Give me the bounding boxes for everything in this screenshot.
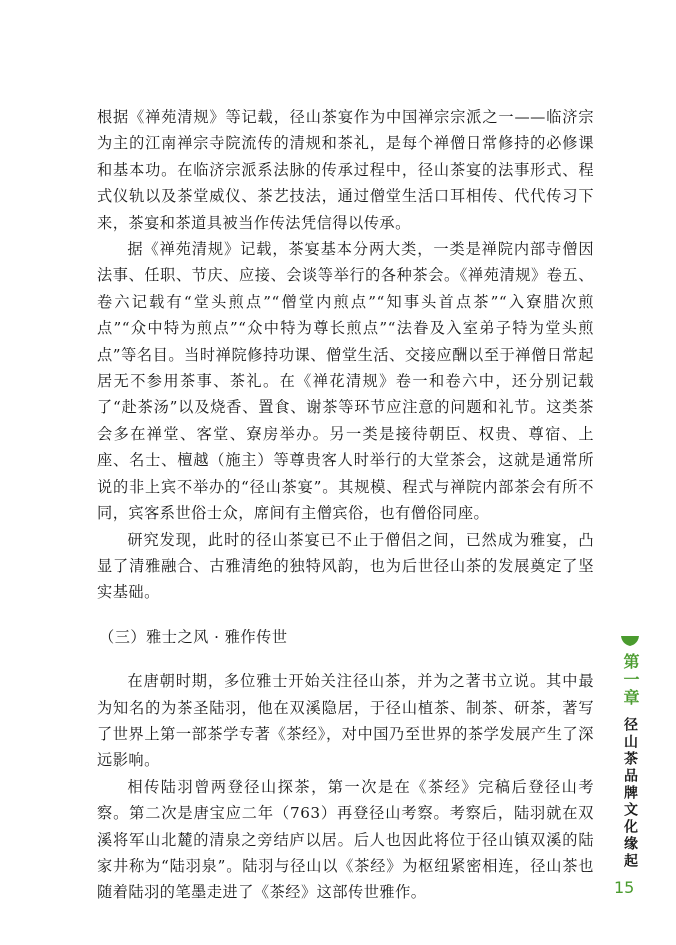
paragraph-1: 根据《禅苑清规》等记载，径山茶宴作为中国禅宗宗派之一——临济宗为主的江南禅宗寺院流传的清规和茶礼，是每个禅僧日常修持的必修课和基本功。在临济宗派系法脉的传承过程中，径山茶宴的法事形式、程式仪轨以及茶堂威仪、茶艺技法，通过僧堂生活口耳相传、代代传习下来，茶宴和茶道具被当作传法凭信得以传承。 [97,108,594,232]
chapter-title: 径山茶品牌文化缘起 [622,717,638,870]
chapter-sidebar [618,635,642,870]
main-text [97,104,594,906]
page-number: 15 [614,878,635,897]
paragraph-3: 研究发现，此时的径山茶宴已不止于僧侣之间，已然成为雅宴，凸显了清雅融合、古雅清绝的独特风韵，也为后世径山茶的发展奠定了坚实基础。 [97,530,594,602]
paragraph-4: 在唐朝时期，多位雅士开始关注径山茶，并为之著书立说。其中最为知名的为茶圣陆羽，他在双溪隐居，于径山植茶、制茶、研茶，著写了世界上第一部茶学专著《茶经》，对中国乃至世界的茶学发展产生了深远影响。 [97,672,594,770]
paragraph-2: 据《禅苑清规》记载，茶宴基本分两大类，一类是禅院内部寺僧因法事、任职、节庆、应接、会谈等举行的各种茶会。《禅苑清规》卷五、卷六记载有“堂头煎点”“僧堂内煎点”“知事头首点茶”“入寮腊次煎点”“众中特为煎点”“众中特为尊长煎点”“法眷及入室弟子特为堂头煎点”等名目。当时禅院修持功课、僧堂生活、交接应酬以至于禅僧日常起居无不参用茶事、茶礼。在《禅花清规》卷一和卷六中，还分别记载了“赴茶汤”以及烧香、置食、谢茶等环节应注意的问题和礼节。这类茶会多在禅堂、客堂、寮房举办。另一类是接待朝臣、权贵、尊宿、上座、名士、檀越（施主）等尊贵客人时举行的大堂茶会，这就是通常所说的非上宾不举办的“径山茶宴”。其规模、程式与禅院内部茶会有所不同，宾客系世俗士众，席间有主僧宾俗，也有僧俗同座。 [97,240,594,523]
chapter-label: 第一章 [621,653,640,707]
paragraph-5: 相传陆羽曾两登径山探茶，第一次是在《茶经》完稿后登径山考察。第二次是唐宝应二年（763）再登径山考察。考察后，陆羽就在双溪将军山北麓的清泉之旁结庐以居。后人也因此将位于径山镇双溪的陆家井称为“陆羽泉”。陆羽与径山以《茶经》为枢纽紧密相连，径山茶也随着陆羽的笔墨走进了《茶经》这部传世雅作。 [97,777,594,902]
tea-cup-icon [620,635,640,647]
section-heading: （三）雅士之风 · 雅作传世 [99,627,288,646]
